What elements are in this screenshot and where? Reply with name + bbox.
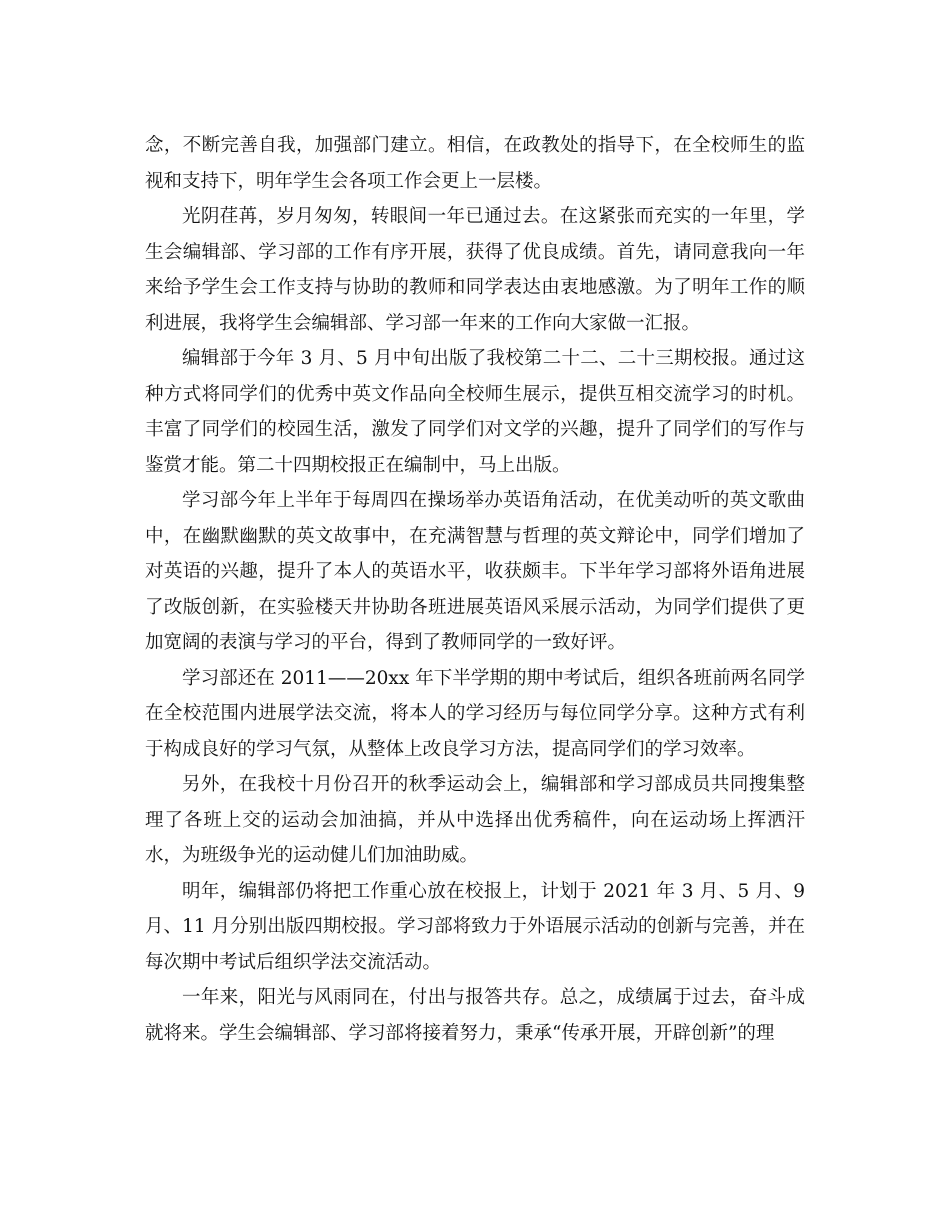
paragraph: 光阴荏苒，岁月匆匆，转眼间一年已通过去。在这紧张而充实的一年里，学生会编辑部、学习部的工作有序开展，获得了优良成绩。首先，请同意我向一年来给予学生会工作支持与协助的教师和同学表达由衷地感激。为了明年工作的顺利进展，我将学生会编辑部、学习部一年来的工作向大家做一汇报。: [145, 206, 805, 334]
paragraph-continued: 念，不断完善自我，加强部门建立。相信，在政教处的指导下，在全校师生的监视和支持下，明年学生会各项工作会更上一层楼。: [145, 135, 805, 192]
document-body: [145, 128, 805, 1051]
paragraph: 另外，在我校十月份召开的秋季运动会上，编辑部和学习部成员共同搜集整理了各班上交的运动会加油搞，并从中选择出优秀稿件，向在运动场上挥洒汗水，为班级争光的运动健儿们加油助威。: [145, 774, 805, 866]
paragraph: 学习部今年上半年于每周四在操场举办英语角活动，在优美动听的英文歌曲中，在幽默幽默的英文故事中，在充满智慧与哲理的英文辩论中，同学们增加了对英语的兴趣，提升了本人的英语水平，收获颇丰。下半年学习部将外语角进展了改版创新，在实验楼天井协助各班进展英语风采展示活动，为同学们提供了更加宽阔的表演与学习的平台，得到了教师同学的一致好评。: [145, 490, 805, 653]
paragraph: 学习部还在 2011——20xx 年下半学期的期中考试后，组织各班前两名同学在全校范围内进展学法交流，将本人的学习经历与每位同学分享。这种方式有利于构成良好的学习气氛，从整体上改良学习方法，提高同学们的学习效率。: [145, 667, 805, 760]
paragraph: 编辑部于今年 3 月、5 月中旬出版了我校第二十二、二十三期校报。通过这种方式将同学们的优秀中英文作品向全校师生展示，提供互相交流学习的时机。丰富了同学们的校园生活，激发了同学们对文学的兴趣，提升了同学们的写作与鉴赏才能。第二十四期校报正在编制中，马上出版。: [145, 348, 805, 476]
paragraph: 一年来，阳光与风雨同在，付出与报答共存。总之，成绩属于过去，奋斗成就将来。学生会编辑部、学习部将接着努力，秉承“传承开展，开辟创新”的理: [145, 987, 805, 1044]
paragraph: 明年，编辑部仍将把工作重心放在校报上，计划于 2021 年 3 月、5 月、9 月、11 月分别出版四期校报。学习部将致力于外语展示活动的创新与完善，并在每次期中考试后组织学法交流活动。: [145, 880, 805, 973]
